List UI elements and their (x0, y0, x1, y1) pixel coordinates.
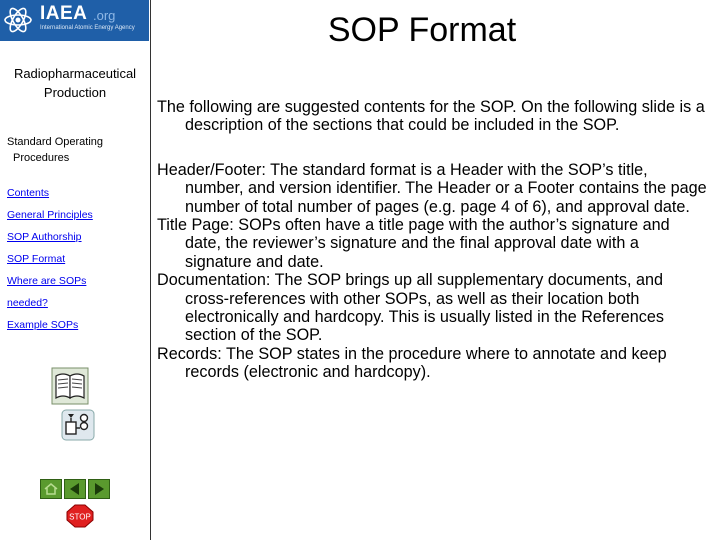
content-item-header-footer: Header/Footer: The standard format is a Header with the SOP’s title, number, and version identifier. The Header or a Footer contains the page number of total number of pages (e.g. page 4 of 6), and approval date. (157, 160, 707, 216)
book-icon (50, 366, 90, 406)
stop-label: STOP (69, 512, 91, 522)
nav-link-where-are-sops[interactable]: Where are SOPs (7, 275, 87, 287)
atom-icon (3, 5, 33, 35)
home-icon[interactable] (40, 479, 62, 499)
iaea-logo (0, 0, 149, 41)
content-item-records: Records: The SOP states in the procedure where to annotate and keep records (electronic and hardcopy). (157, 344, 667, 382)
forward-icon[interactable] (88, 479, 110, 499)
logo-name: IAEA (40, 3, 88, 24)
logo-suffix: .org (93, 8, 116, 23)
section-heading-line: Procedures (13, 152, 70, 164)
sidebar-title (0, 64, 150, 102)
nav-link-example-sops[interactable]: Example SOPs (7, 319, 79, 331)
sidebar-divider (150, 0, 151, 540)
nav-link-general-principles[interactable]: General Principles (7, 209, 93, 221)
nav-link-sop-authorship[interactable]: SOP Authorship (7, 231, 82, 243)
content-item-title-page: Title Page: SOPs often have a title page with the author’s signature and date, the reviewer’s signature and the final approval date with a signature and date. (157, 216, 670, 271)
content-item-documentation: Documentation: The SOP brings up all supplementary documents, and cross-references with other SOPs, as well as their location both electronically and hardcopy. This is usually listed in the References section of the SOP. (157, 271, 664, 345)
nav-link-where-are-sops-cont[interactable]: needed? (7, 297, 48, 309)
sidebar-title-line: Production (43, 85, 107, 100)
slide-title: SOP Format (327, 11, 517, 49)
sidebar-nav (7, 185, 147, 339)
nav-link-contents[interactable]: Contents (7, 187, 50, 199)
sidebar-section-heading (7, 134, 137, 166)
section-heading-line: Standard Operating (7, 136, 104, 148)
slide-body (157, 98, 707, 382)
sidebar-title-line: Radiopharmaceutical (13, 66, 137, 81)
stop-button[interactable] (66, 504, 94, 528)
nav-link-sop-format[interactable]: SOP Format (7, 253, 66, 265)
back-icon[interactable] (64, 479, 86, 499)
flowchart-icon (58, 406, 96, 442)
intro-paragraph: The following are suggested contents for the SOP. On the following slide is a description of the sections that could be included in the SOP. (157, 98, 705, 135)
logo-tagline: International Atomic Energy Agency (40, 25, 135, 31)
